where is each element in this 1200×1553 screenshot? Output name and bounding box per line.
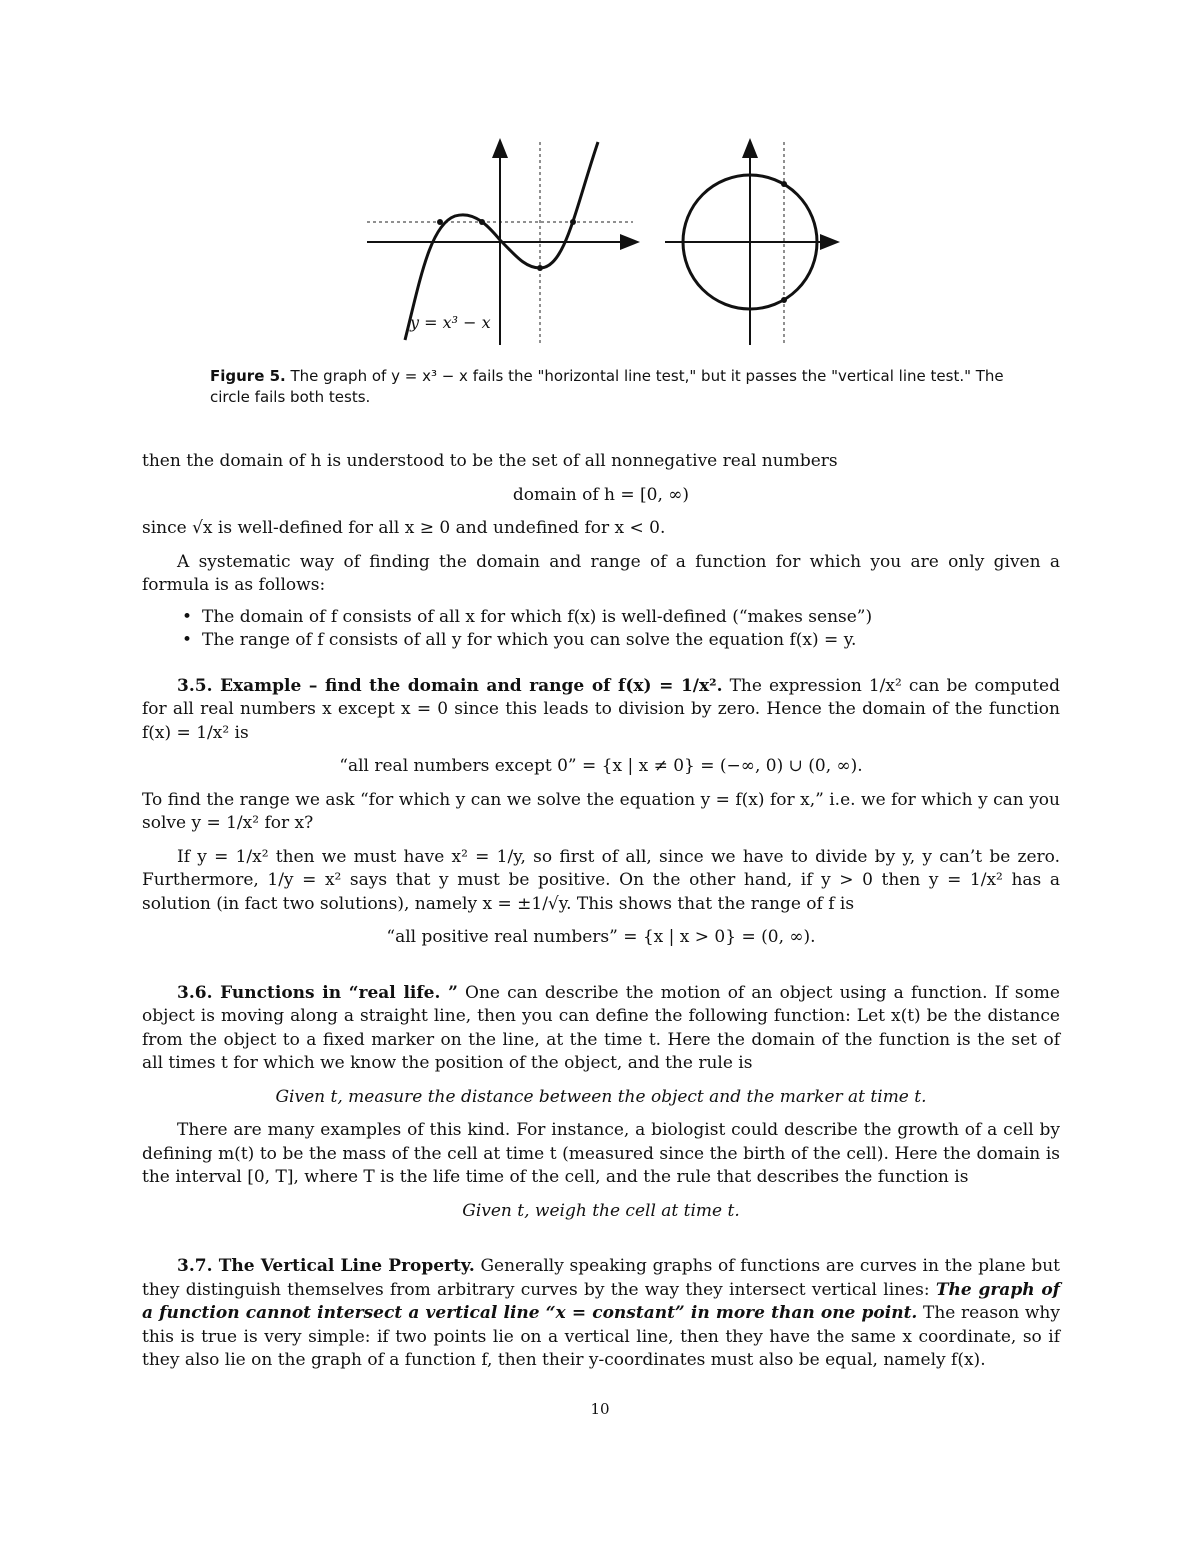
curve-label: y = x³ − x (410, 313, 491, 332)
paragraph: A systematic way of finding the domain and range of a function for which you are only given a formula is as follows: (142, 551, 1060, 595)
section-text: The reason why this is true is very simple: if two points lie on a vertical line, then they have the same x coordinate, so if they also lie on the graph of a function f, then their y-coordinates must also be equal, namely f(x). (142, 1303, 1060, 1370)
equation: “all positive real numbers” = {x | x > 0} = (0, ∞). (386, 927, 816, 947)
intersection-point (537, 265, 543, 271)
section-text: Generally speaking graphs of functions are curves in the plane but they distinguish themselves from arbitrary curves by the way they intersect vertical lines: (142, 1256, 1060, 1300)
paragraph: If y = 1/x² then we must have x² = 1/y, so first of all, since we have to divide by y, y can’t be zero. Furthermore, 1/y = x² says that y must be positive. On the other hand, if y > 0 then y = 1/x² has a solution (in fact two solutions), namely x = ±1/√y. This shows that the range of f is (142, 846, 1060, 914)
intersection-point (437, 219, 443, 225)
rule-statement: Given t, weigh the cell at time t. (462, 1200, 740, 1221)
section-heading: 3.5. Example – find the domain and range of f(x) = 1/x². (177, 675, 723, 696)
rule-statement: Given t, measure the distance between the object and the marker at time t. (275, 1086, 927, 1107)
section-3-7 (142, 1255, 1060, 1373)
body-text (142, 450, 1060, 1373)
figure-5 (0, 0, 1200, 420)
equation: domain of h = [0, ∞) (512, 484, 690, 505)
section-heading: 3.7. The Vertical Line Property. (177, 1256, 475, 1276)
paragraph: since √x is well-defined for all x ≥ 0 and undefined for x < 0. (142, 518, 666, 538)
list-item: • The domain of f consists of all x for which f(x) is well-defined (“makes sense”) (202, 606, 1060, 630)
paragraph: then the domain of h is understood to be the set of all nonnegative real numbers (142, 451, 838, 471)
figure-graphs (0, 0, 1200, 420)
caption-label: Figure 5. (210, 367, 286, 385)
paragraph: There are many examples of this kind. For instance, a biologist could describe the growth of a cell by defining m(t) to be the mass of the cell at time t (measured since the birth of the cell). Here the domain is the interval [0, T], where T is the life time of the cell, and the rule that describes the function is (142, 1120, 1060, 1187)
caption-text: The graph of y = x³ − x fails the "horizontal line test," but it passes the "vertical line test." The circle fails both tests. (210, 367, 1004, 406)
equation: “all real numbers except 0” = {x | x ≠ 0} = (−∞, 0) ∪ (0, ∞). (339, 756, 863, 776)
page-number: 10 (590, 1400, 610, 1418)
intersection-point (570, 219, 576, 225)
emphasized-statement: The graph of a function cannot intersect a vertical line “x = constant” in more than one point. (142, 1279, 1060, 1323)
section-3-5 (142, 675, 1060, 746)
section-text: The expression 1/x² can be computed for all real numbers x except x = 0 since this leads to division by zero. Hence the domain of the function f(x) = 1/x² is (142, 675, 1060, 743)
intersection-point (781, 297, 787, 303)
figure-caption (210, 366, 1010, 408)
section-text: One can describe the motion of an object using a function. If some object is moving along a straight line, then you can define the following function: Let x(t) be the distance from the object to a fixed marker on the line, at the time t. Here the domain of the function is the set of all times t for which we know the position of the object, and the rule is (142, 982, 1060, 1073)
intersection-point (479, 219, 485, 225)
intersection-point (781, 181, 787, 187)
circle-graph (665, 142, 836, 345)
section-heading: 3.6. Functions in “real life. ” (177, 982, 458, 1003)
cubic-graph (367, 142, 636, 345)
list-item: • The range of f consists of all y for which you can solve the equation f(x) = y. (202, 629, 1060, 653)
bullet-list (142, 606, 1060, 653)
section-3-6 (142, 982, 1060, 1076)
paragraph: To find the range we ask “for which y can we solve the equation y = f(x) for x,” i.e. we for which y can you solve y = 1/x² for x? (142, 789, 1060, 833)
